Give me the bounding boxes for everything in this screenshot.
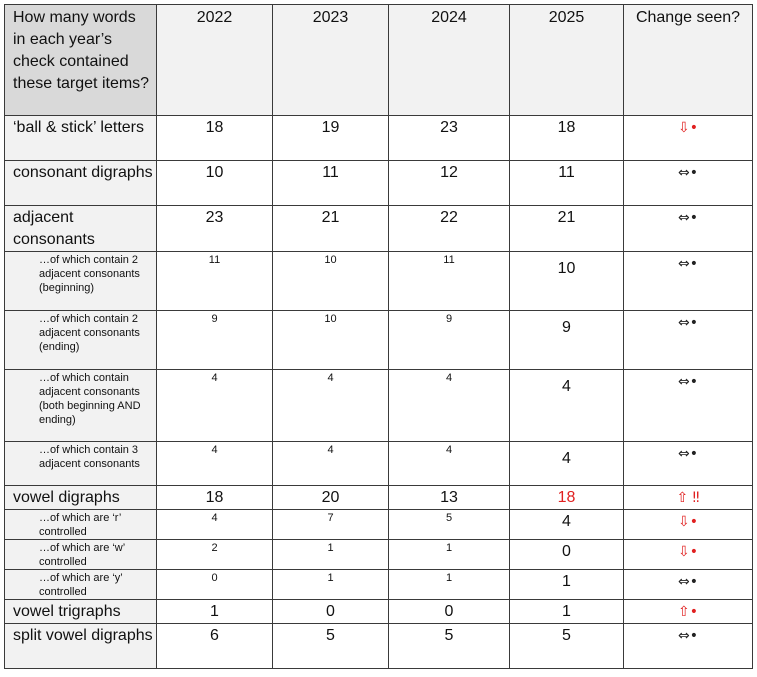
row-label: …of which contain 2 adjacent consonants (ending) — [5, 311, 157, 370]
value-cell: 10 — [157, 161, 273, 206]
row-label: …of which are ‘r’ controlled — [5, 510, 157, 540]
value-cell: 20 — [273, 486, 389, 510]
value-cell: 18 — [157, 486, 273, 510]
table-row — [5, 442, 753, 486]
value-cell: 23 — [157, 206, 273, 252]
change-up-alert-icon: ⇧ ‼ — [624, 486, 753, 510]
change-same-icon: ⇔• — [624, 311, 753, 370]
value-cell: 5 — [389, 510, 510, 540]
value-cell: 18 — [510, 116, 624, 161]
value-cell: 4 — [389, 370, 510, 442]
year-header-2025: 2025 — [510, 5, 624, 116]
change-header: Change seen? — [624, 5, 753, 116]
change-down-icon: ⇩• — [624, 116, 753, 161]
table-row — [5, 116, 753, 161]
row-label: consonant digraphs — [5, 161, 157, 206]
change-same-icon: ⇔• — [624, 442, 753, 486]
table-row — [5, 540, 753, 570]
value-cell: 1 — [389, 570, 510, 600]
value-cell: 5 — [510, 624, 624, 669]
change-same-icon: ⇔• — [624, 252, 753, 311]
table-row — [5, 252, 753, 311]
table-row — [5, 311, 753, 370]
table-row — [5, 206, 753, 252]
value-cell: 13 — [389, 486, 510, 510]
value-cell: 5 — [389, 624, 510, 669]
value-cell: 10 — [510, 252, 624, 311]
value-cell: 5 — [273, 624, 389, 669]
table-row — [5, 510, 753, 540]
value-cell: 18 — [157, 116, 273, 161]
value-cell: 1 — [273, 570, 389, 600]
value-cell: 4 — [157, 442, 273, 486]
change-same-icon: ⇔• — [624, 206, 753, 252]
change-same-icon: ⇔• — [624, 570, 753, 600]
value-cell: 1 — [510, 600, 624, 624]
change-up-icon: ⇧• — [624, 600, 753, 624]
value-cell: 11 — [510, 161, 624, 206]
value-cell: 6 — [157, 624, 273, 669]
value-cell: 4 — [157, 510, 273, 540]
value-cell: 11 — [273, 161, 389, 206]
change-same-icon: ⇔• — [624, 370, 753, 442]
change-down-icon: ⇩• — [624, 540, 753, 570]
row-label: …of which are ‘y’ controlled — [5, 570, 157, 600]
table-row — [5, 600, 753, 624]
value-cell: 4 — [510, 370, 624, 442]
year-header-2024: 2024 — [389, 5, 510, 116]
row-label: …of which contain 3 adjacent consonants — [5, 442, 157, 486]
value-cell: 1 — [157, 600, 273, 624]
table-row — [5, 370, 753, 442]
table-row — [5, 486, 753, 510]
row-label: …of which contain 2 adjacent consonants (beginning) — [5, 252, 157, 311]
change-same-icon: ⇔• — [624, 161, 753, 206]
row-label: split vowel digraphs — [5, 624, 157, 669]
value-cell: 0 — [157, 570, 273, 600]
value-cell: 4 — [273, 370, 389, 442]
row-label: …of which are ‘w’ controlled — [5, 540, 157, 570]
year-header-2023: 2023 — [273, 5, 389, 116]
corner-header: How many words in each year’s check contained these target items? — [5, 5, 157, 116]
table-row — [5, 161, 753, 206]
value-cell: 11 — [157, 252, 273, 311]
value-cell: 19 — [273, 116, 389, 161]
phonics-comparison-table — [4, 4, 753, 669]
value-cell: 4 — [157, 370, 273, 442]
value-cell: 0 — [510, 540, 624, 570]
value-cell: 9 — [157, 311, 273, 370]
value-cell: 22 — [389, 206, 510, 252]
value-cell: 7 — [273, 510, 389, 540]
change-same-icon: ⇔• — [624, 624, 753, 669]
value-cell-highlight: 18 — [510, 486, 624, 510]
header-row — [5, 5, 753, 116]
value-cell: 1 — [510, 570, 624, 600]
value-cell: 2 — [157, 540, 273, 570]
value-cell: 4 — [510, 510, 624, 540]
row-label: …of which contain adjacent consonants (both beginning AND ending) — [5, 370, 157, 442]
value-cell: 10 — [273, 252, 389, 311]
value-cell: 23 — [389, 116, 510, 161]
row-label: adjacent consonants — [5, 206, 157, 252]
value-cell: 21 — [510, 206, 624, 252]
value-cell: 21 — [273, 206, 389, 252]
value-cell: 12 — [389, 161, 510, 206]
row-label: vowel trigraphs — [5, 600, 157, 624]
row-label: vowel digraphs — [5, 486, 157, 510]
change-down-icon: ⇩• — [624, 510, 753, 540]
row-label: ‘ball & stick’ letters — [5, 116, 157, 161]
value-cell: 9 — [389, 311, 510, 370]
value-cell: 0 — [389, 600, 510, 624]
value-cell: 1 — [273, 540, 389, 570]
table-row — [5, 624, 753, 669]
value-cell: 4 — [510, 442, 624, 486]
value-cell: 4 — [273, 442, 389, 486]
year-header-2022: 2022 — [157, 5, 273, 116]
value-cell: 11 — [389, 252, 510, 311]
value-cell: 1 — [389, 540, 510, 570]
value-cell: 4 — [389, 442, 510, 486]
value-cell: 0 — [273, 600, 389, 624]
value-cell: 10 — [273, 311, 389, 370]
value-cell: 9 — [510, 311, 624, 370]
table-row — [5, 570, 753, 600]
